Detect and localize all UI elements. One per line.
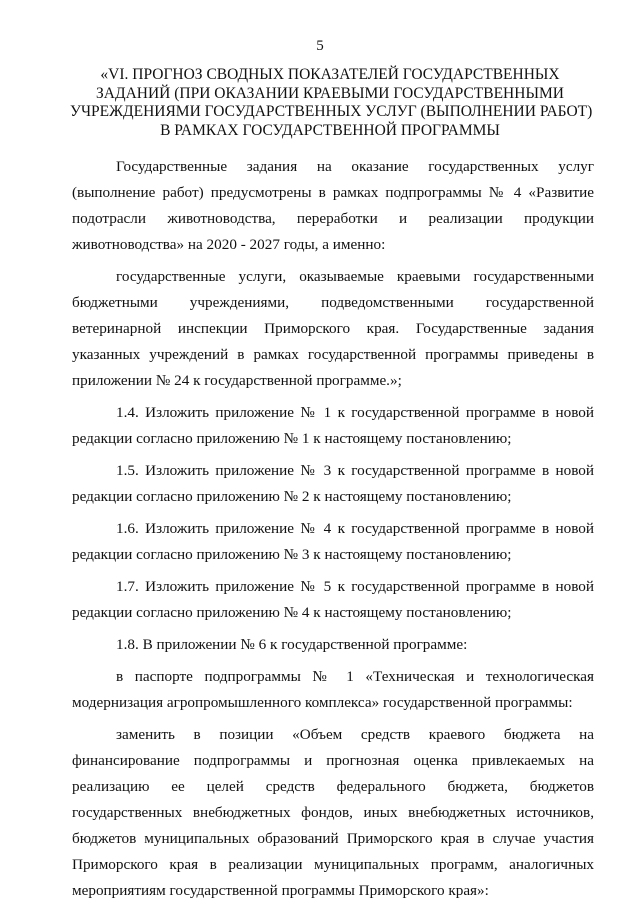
paragraph: 1.6. Изложить приложение № 4 к государственной программе в новой редакции согласно приложению № 3 к настоящему постановлению; <box>72 520 594 563</box>
paragraph: 1.8. В приложении № 6 к государственной программе: <box>116 636 468 653</box>
heading-line: УЧРЕЖДЕНИЯМИ ГОСУДАРСТВЕННЫХ УСЛУГ (ВЫПОЛНЕНИИ РАБОТ) <box>70 103 593 120</box>
section-heading <box>70 66 593 140</box>
paragraph: в паспорте подпрограммы № 1 «Техническая и технологическая модернизация агропромышленного комплекса» государственной программы: <box>72 668 594 711</box>
paragraph: 1.7. Изложить приложение № 5 к государственной программе в новой редакции согласно приложению № 4 к настоящему постановлению; <box>72 578 594 621</box>
heading-line: «VI. ПРОГНОЗ СВОДНЫХ ПОКАЗАТЕЛЕЙ ГОСУДАРСТВЕННЫХ <box>100 66 560 83</box>
paragraph: Государственные задания на оказание государственных услуг (выполнение работ) предусмотрены в рамках подпрограммы № 4 «Развитие подотрасли животноводства, переработки и реализации продукции животноводства» на 2020 - 2027 годы, а именно: <box>72 158 594 253</box>
paragraph: заменить в позиции «Объем средств краевого бюджета на финансирование подпрограммы и прогнозная оценка привлекаемых на реализацию ее целей средств федерального бюджета, бюджетов государственных внебюджетных фондов, иных внебюджетных источников, бюджетов муниципальных образований Приморского края в случае участия Приморского края в реализации муниципальных программ, аналогичных мероприятиям государственной программы Приморского края»: <box>72 726 594 899</box>
body-text <box>72 154 594 904</box>
heading-line: ЗАДАНИЙ (ПРИ ОКАЗАНИИ КРАЕВЫМИ ГОСУДАРСТВЕННЫМИ <box>96 84 564 102</box>
page-number: 5 <box>316 38 324 54</box>
heading-line: В РАМКАХ ГОСУДАРСТВЕННОЙ ПРОГРАММЫ <box>160 121 500 139</box>
paragraph: 1.5. Изложить приложение № 3 к государственной программе в новой редакции согласно приложению № 2 к настоящему постановлению; <box>72 462 594 505</box>
paragraph: 1.4. Изложить приложение № 1 к государственной программе в новой редакции согласно приложению № 1 к настоящему постановлению; <box>72 404 594 447</box>
paragraph: государственные услуги, оказываемые краевыми государственными бюджетными учреждениями, подведомственными государственной ветеринарной инспекции Приморского края. Государственные задания указанных учреждений в рамках государственной программы приведены в приложении № 24 к государственной программе.»; <box>72 268 594 389</box>
